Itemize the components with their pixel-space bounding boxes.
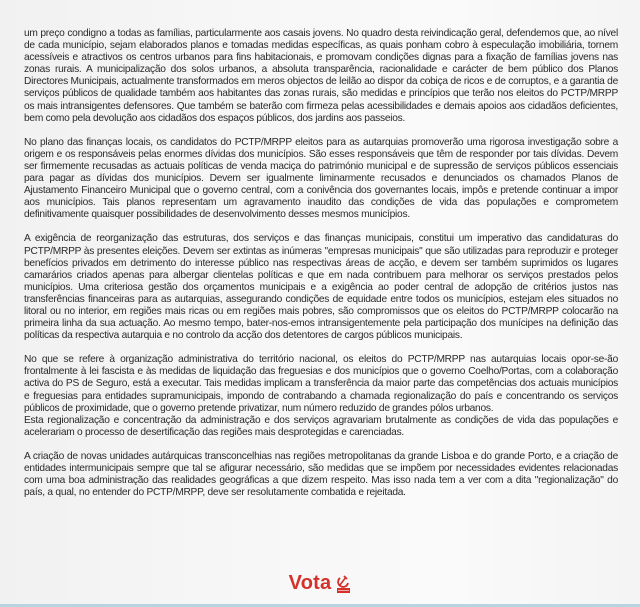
paragraph-administrative-organization: No que se refere à organização administrativa do território nacional, os eleitos do PCTP/MRPP nas autarquias locais opor-se-ão frontalmente à lei fascista e às medidas de liquidação das freguesias e dos municípios que o governo Coelho/Portas, com a colaboração activa do PS de Seguro, está a executar. Tais medidas implicam a transferência da maior parte das competências dos actuais municípios e freguesias para entidades supramunicipais, impondo de contrabando a chamada regionalização do país e concentrando os serviços públicos de proximidade, que o governo pretende privatizar, num número reduzido de grandes pólos urbanos. xyxy=(24,354,618,414)
paragraph-regionalization-effects: Esta regionalização e concentração da administração e dos serviços agravariam brutalmente as condições de vida das populações e acelerariam o processo de desertificação das regiões mais desprotegidas e carenciadas. xyxy=(24,414,618,438)
footer xyxy=(0,572,640,595)
paragraph-municipal-reorganization: A exigência de reorganização das estruturas, dos serviços e das finanças municipais, constitui um imperativo das candidaturas do PCTP/MRPP às presentes eleições. Devem ser extintas as inúmeras "empresas municipais" que são utilizadas para reproduzir e proteger benefícios privados em detrimento do interesse público nas respectivas áreas de acção, e devem ser também suprimidos os lugares camarários criados apenas para albergar clientelas políticas e que em nada contribuem para melhorar os serviços prestados pelos municípios. Uma criteriosa gestão dos orçamentos municipais e a exigência ao poder central de adopção de critérios justos nas transferências financeiras para as autarquias, assegurando condições de equidade entre todos os municípios, estejam eles situados no litoral ou no interior, em regiões mais ricas ou em regiões mais pobres, são compromissos que os eleitos do PCTP/MRPP colocarão na primeira linha da sua actuação. Ao mesmo tempo, bater-nos-emos intransigentemente pela participação dos munícipes na definição das políticas da respectiva autarquia e no controlo da acção dos detentores de cargos públicos municipais. xyxy=(24,233,618,342)
vote-label: Vota xyxy=(288,572,332,594)
paragraph-local-finances: No plano das finanças locais, os candidatos do PCTP/MRPP eleitos para as autarquias promoverão uma rigorosa investigação sobre a origem e os responsáveis pelas enormes dívidas dos municípios. São esses responsáveis que têm de responder por tais dívidas. Devem ser firmemente recusadas as actuais políticas de venda maciça do património municipal e de supressão de serviços públicos essenciais para pagar as dívidas dos municípios. Devem ser igualmente liminarmente recusados e denunciados os chamados Planos de Ajustamento Financeiro Municipal que o governo central, com a conivência dos governantes locais, impôs e pretende continuar a impor aos municípios. Tais planos representam um agravamento inaudito das condições de vida das populações e comprometem definitivamente quaisquer possibilidades de desenvolvimento desses mesmos municípios. xyxy=(24,136,618,221)
hammer-sickle-icon xyxy=(336,574,351,594)
paragraph-metropolitan-units: A criação de novas unidades autárquicas transconcelhias nas regiões metropolitanas da grande Lisboa e do grande Porto, e a criação de entidades intermunicipais sempre que tal se afigurar necessário, são medidas que se impõem por necessidades evidentes relacionadas com uma boa administração das realidades geográficas a que dizem respeito. Mas isso nada tem a ver com a dita "regionalização" do país, a qual, no entender do PCTP/MRPP, deve ser resolutamente combatida e rejeitada. xyxy=(24,450,618,499)
paragraph-housing: um preço condigno a todas as famílias, particularmente aos casais jovens. No quadro desta reivindicação geral, defendemos que, ao nível de cada município, sejam elaborados planos e tomadas medidas específicas, as quais ponham cobro à especulação imobiliária, tornem acessíveis e atractivos os centros urbanos para fins habitacionais, e promovam condições dignas para a fixação de famílias jovens nas zonas rurais. A municipalização dos solos urbanos, a absoluta transparência, racionalidade e carácter de bem público dos Planos Directores Municipais, actualmente transformados em meros objectos de leilão ao dispor da cobiça de ricos e de corruptos, e a garantia de serviços públicos de qualidade também aos habitantes das zonas rurais, são medidas e princípios que terão nos eleitos do PCTP/MRPP os mais intransigentes defensores. Que também se baterão com firmeza pelas acessibilidades e demais apoios aos cidadãos deficientes, bem como pela devolução aos cidadãos dos espaços públicos, dos jardins aos passeios. xyxy=(24,28,618,124)
document-body xyxy=(24,28,618,511)
